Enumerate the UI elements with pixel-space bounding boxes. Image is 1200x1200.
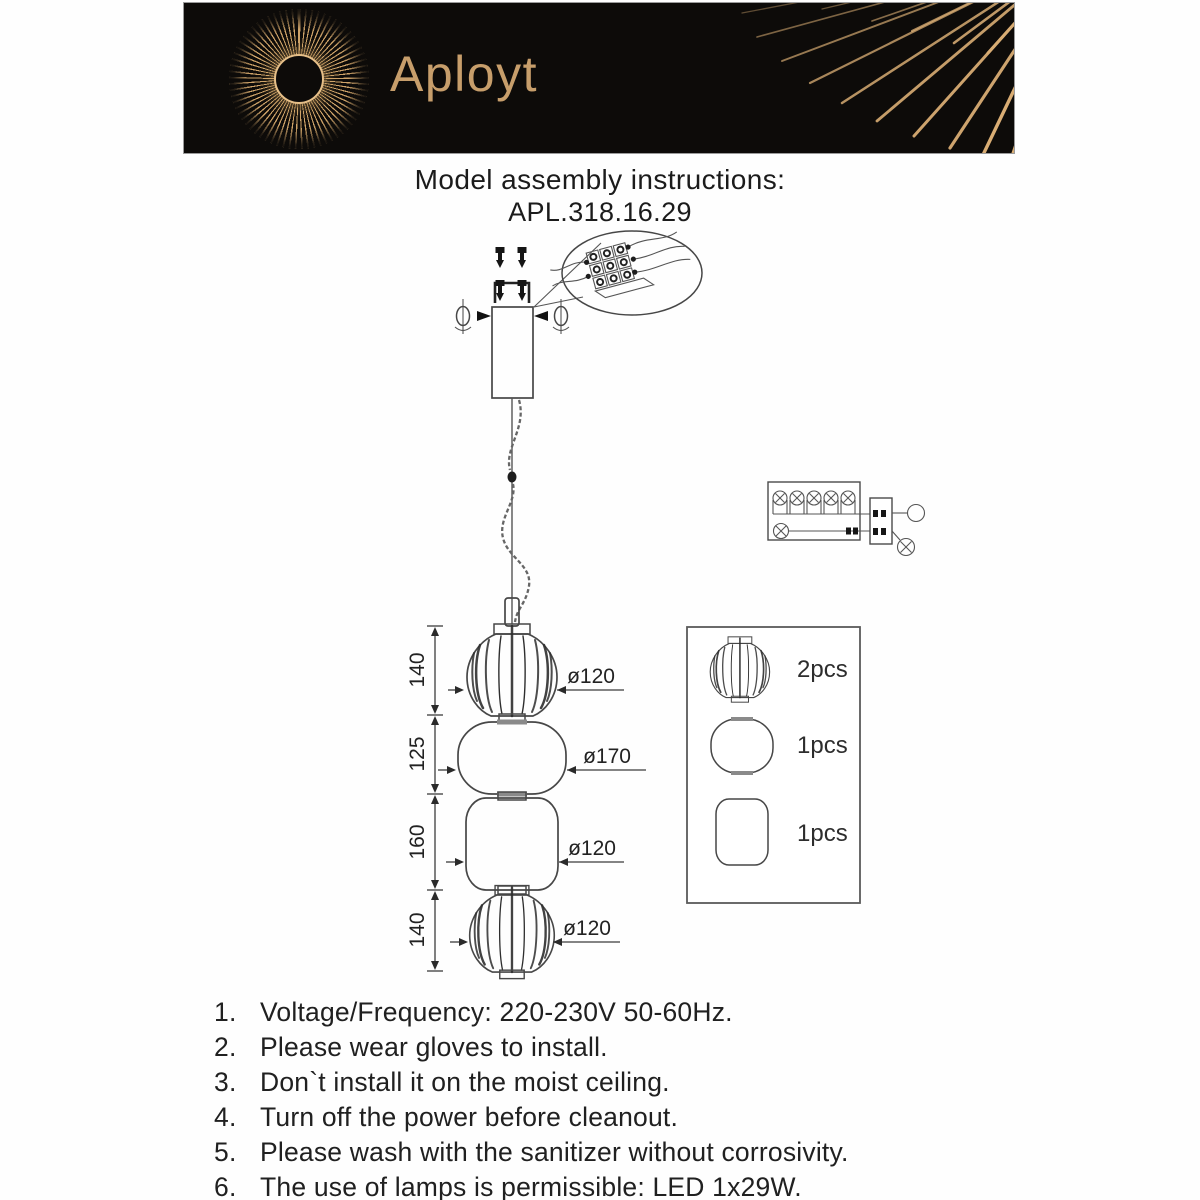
canopy (492, 307, 533, 398)
instruction-item (214, 1100, 1074, 1135)
model-number: APL.318.16.29 (508, 197, 692, 227)
instruction-item (214, 1065, 1074, 1100)
diameter-label-1: ø120 (567, 665, 615, 688)
part-qty-2: 1pcs (797, 732, 848, 759)
instruction-item (214, 1170, 1074, 1200)
shade-ribbed-top (467, 624, 557, 723)
part-qty-1: 2pcs (797, 656, 848, 683)
instruction-number: 4. (214, 1102, 237, 1132)
instruction-text: Turn off the power before cleanout. (260, 1102, 679, 1132)
rotation-indicator-right (553, 299, 569, 334)
shade-oval (458, 722, 566, 794)
page-title: Model assembly instructions: (414, 164, 786, 195)
height-label-3: 160 (406, 824, 429, 860)
terminal-callout (534, 227, 702, 315)
instruction-text: Please wash with the sanitizer without corrosivity. (260, 1137, 849, 1167)
height-label-1: 140 (406, 652, 429, 688)
diameter-label-3: ø120 (568, 837, 616, 860)
instructions-list (214, 995, 1074, 1200)
instruction-item (214, 1135, 1074, 1170)
instruction-text: Voltage/Frequency: 220-230V 50-60Hz. (260, 997, 733, 1027)
parts-box (687, 627, 860, 903)
brand-logo-text: Aployt (390, 46, 538, 102)
diameter-label-2: ø170 (583, 745, 631, 768)
height-dimensions (406, 626, 443, 971)
shade-ribbed-bottom (470, 886, 555, 979)
instruction-number: 1. (214, 997, 237, 1027)
instruction-number: 3. (214, 1067, 237, 1097)
rotation-indicator-left (455, 299, 471, 334)
instruction-number: 5. (214, 1137, 237, 1167)
instruction-text: Please wear gloves to install. (260, 1032, 608, 1062)
suspension-cable (502, 398, 529, 626)
part-qty-3: 1pcs (797, 820, 848, 847)
instruction-text: Don`t install it on the moist ceiling. (260, 1067, 670, 1097)
instruction-item (214, 995, 1074, 1030)
height-label-4: 140 (406, 912, 429, 948)
wiring-diagram (768, 482, 925, 556)
shade-mesh (466, 792, 558, 894)
height-label-2: 125 (406, 736, 429, 772)
instruction-number: 2. (214, 1032, 237, 1062)
instruction-number: 6. (214, 1172, 237, 1200)
instruction-text: The use of lamps is permissible: LED 1x29W. (260, 1172, 802, 1200)
terminal-block-sketch (547, 227, 695, 310)
instruction-item (214, 1030, 1074, 1065)
diameter-label-4: ø120 (563, 917, 611, 940)
